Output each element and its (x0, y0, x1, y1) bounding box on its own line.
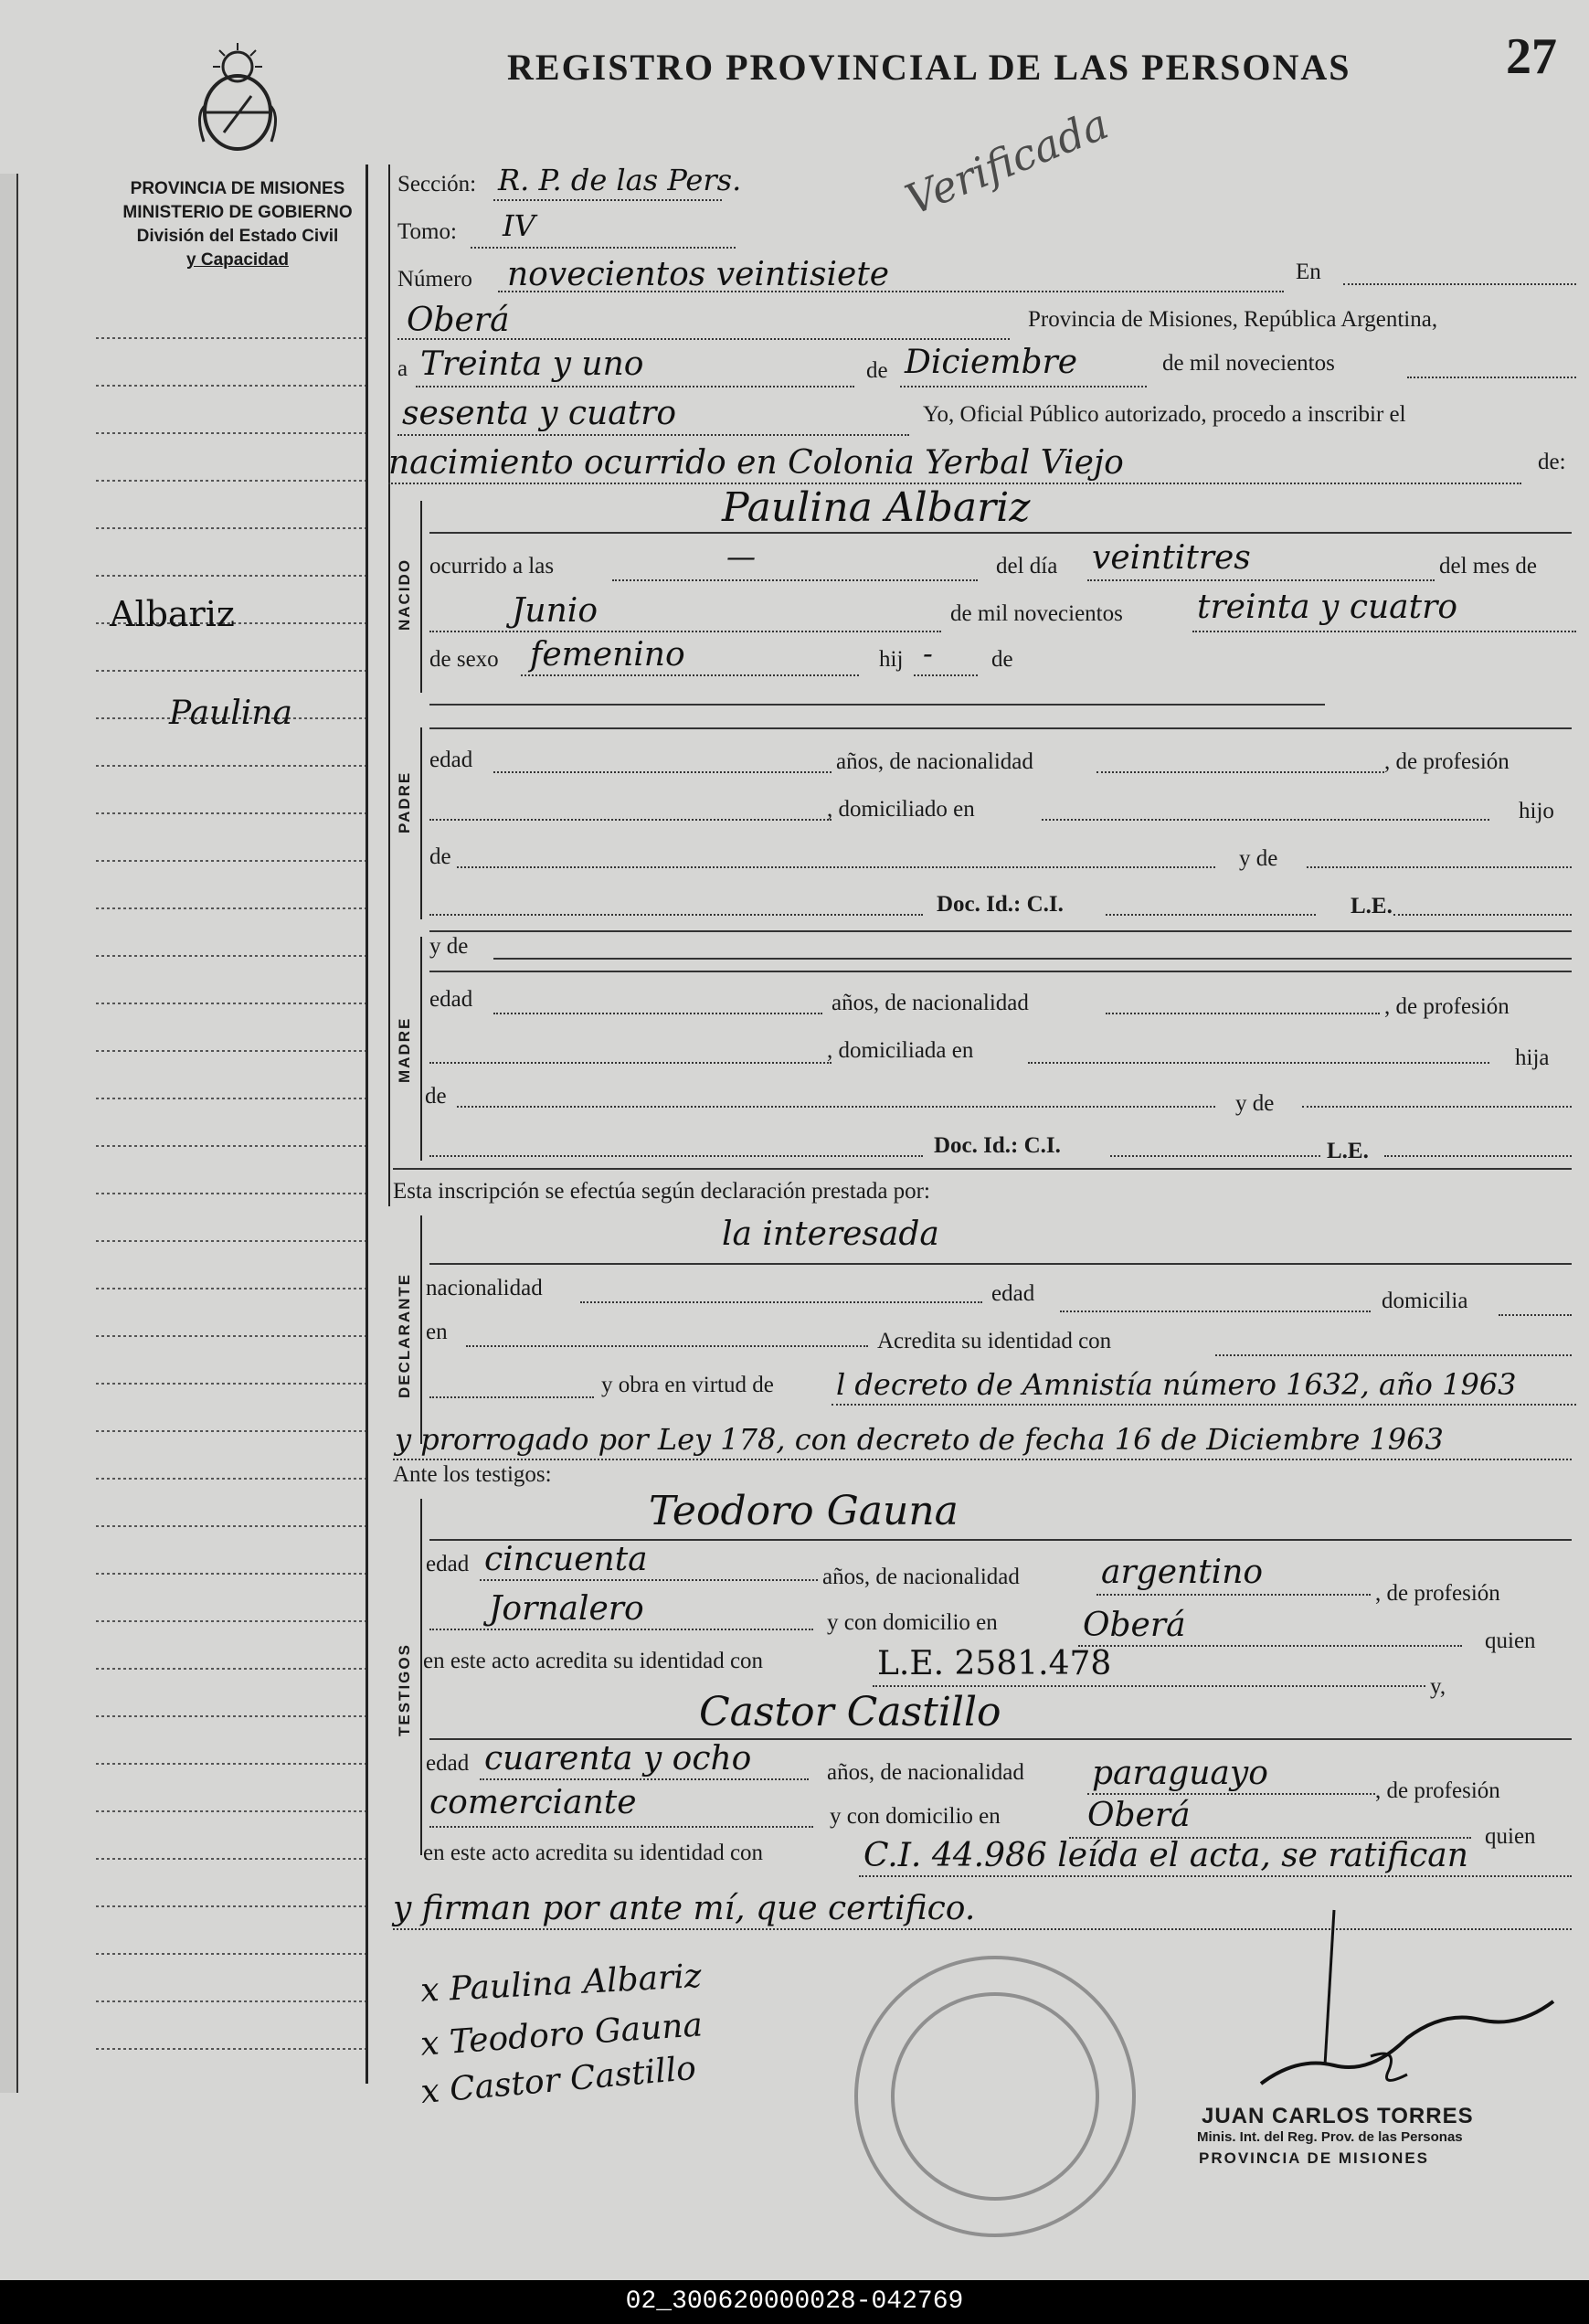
seccion-value: R. P. de las Pers. (498, 163, 742, 197)
page-number: 27 (1506, 28, 1557, 85)
madre-profesion-label: , de profesión (1384, 994, 1510, 1019)
testigo1-doc-dots (873, 1685, 1425, 1687)
ocurrido-label: ocurrido a las (429, 554, 555, 578)
officer-signature (1188, 1873, 1572, 2111)
del-dia-label: del día (996, 554, 1058, 578)
declarante-nac-dots (580, 1301, 982, 1303)
del-mes-label: del mes de (1439, 554, 1537, 578)
madre-domiciliada-label: , domiciliada en (827, 1038, 974, 1063)
madre-le-dots (1384, 1155, 1572, 1157)
margin-ruled-lines (96, 292, 370, 2084)
de-colon: de: (1538, 450, 1566, 474)
padre-de-dots (457, 866, 1215, 868)
numero-label: Número (397, 267, 472, 292)
padre-tag: PADRE (396, 770, 413, 833)
padre-doc-dots (429, 914, 923, 916)
testigos-intro: Ante los testigos: (393, 1462, 552, 1487)
madre-bottom-line (393, 1168, 1572, 1170)
sexo-value: femenino (530, 636, 685, 674)
margin-surname: Albariz (110, 594, 235, 634)
testigo2-nacionalidad: paraguayo (1092, 1755, 1268, 1792)
testigo1-profesion: Jornalero (489, 1590, 644, 1628)
padre-le-dots (1393, 914, 1572, 916)
madre-de-dots (457, 1106, 1215, 1108)
declarante-obra-value: l decreto de Amnistía número 1632, año 1963 (836, 1367, 1517, 1402)
madre-prof-dots (429, 1062, 832, 1064)
firma-3-mark: x (418, 2072, 441, 2112)
mes-value: Diciembre (905, 344, 1078, 381)
cierre-text: y firman por ante mí, que certifico. (393, 1890, 976, 1927)
numero-dots (498, 291, 1284, 292)
madre-y-de2-dots (1302, 1106, 1572, 1108)
declarante-intro: Esta inscripción se efectúa según declaración prestada por: (393, 1179, 930, 1204)
nacido-border (420, 501, 422, 693)
testigo2-nombre: Castor Castillo (699, 1689, 1001, 1735)
nacido-mes-dots (429, 631, 941, 632)
tomo-value: IV (503, 208, 535, 243)
testigo2-nac-dots (1087, 1793, 1375, 1795)
nacimiento-value: nacimiento ocurrido en Colonia Yerbal Viejo (388, 444, 1124, 482)
form-border (388, 164, 390, 1206)
testigo2-dom-label: y con domicilio en (830, 1804, 1001, 1829)
padre-y-de-label: y de (1239, 846, 1278, 871)
madre-anios-label: años, de nacionalidad (832, 991, 1029, 1015)
testigo1-edad-label: edad (426, 1552, 470, 1576)
testigo2-profesion-label: , de profesión (1375, 1778, 1500, 1803)
testigo2-acredita-label: en este acto acredita su identidad con (423, 1841, 764, 1865)
declarante-border (420, 1215, 422, 1444)
testigo2-domicilio: Oberá (1087, 1797, 1191, 1834)
de-mil-label: de mil novecientos (950, 601, 1123, 626)
testigo1-quien: quien (1485, 1629, 1536, 1653)
seccion-label: Sección: (397, 172, 477, 196)
declarante-obra-label: y obra en virtud de (601, 1373, 774, 1397)
padre-edad-dots (493, 771, 832, 773)
nacido-nombre: Paulina Albariz (722, 484, 1031, 531)
hora-value: — (726, 539, 756, 574)
declarante-en-label: en (426, 1320, 448, 1344)
oficial-text: Yo, Oficial Público autorizado, procedo a inscribir el (923, 402, 1406, 427)
testigo1-profesion-label: , de profesión (1375, 1581, 1500, 1606)
hora-dots (612, 579, 978, 581)
document-title: REGISTRO PROVINCIAL DE LAS PERSONAS (507, 47, 1351, 88)
padre-doc-label: Doc. Id.: C.I. (937, 892, 1064, 917)
testigo1-domicilio: Oberá (1083, 1607, 1186, 1644)
padre-border (420, 727, 422, 919)
mil-dots (1407, 377, 1576, 378)
declarante-tag: DECLARANTE (396, 1272, 413, 1398)
nacido-tag: NACIDO (396, 557, 413, 631)
padre-hijo-label: hijo (1519, 799, 1554, 823)
madre-hija-label: hija (1515, 1045, 1550, 1070)
mil-novecientos-text: de mil novecientos (1162, 351, 1335, 376)
declarante-acredita-label: Acredita su identidad con (877, 1329, 1112, 1353)
nacido-nombre-line (429, 532, 1572, 534)
tomo-label: Tomo: (397, 219, 457, 244)
nacido-line-2 (429, 727, 1572, 729)
padre-de-label: de (429, 844, 451, 869)
madre-edad-dots (493, 1013, 822, 1014)
footer-image-id: 02_300620000028-042769 (625, 2287, 964, 2316)
anio-dots (397, 434, 909, 436)
testigo1-prof-dots (429, 1629, 813, 1630)
padre-le-label: L.E. (1351, 894, 1393, 918)
madre-y-de-line (493, 958, 1572, 960)
en-label: En (1296, 260, 1321, 284)
firma-1 (419, 1958, 703, 2010)
declarante-dom-dots (1499, 1314, 1572, 1316)
previous-page-edge (0, 174, 18, 2093)
madre-y-de2-label: y de (1235, 1091, 1275, 1116)
firma-2-text: Teodoro Gauna (448, 2006, 704, 2062)
org-line-3: División del Estado Civil (136, 227, 339, 246)
testigo2-profesion: comerciante (429, 1784, 637, 1821)
margin-border (365, 164, 368, 2084)
declarante-edad-label: edad (991, 1281, 1035, 1306)
madre-edad-label: edad (429, 987, 473, 1012)
declarante-prorroga-value: y prorrogado por Ley 178, con decreto de fecha 16 de Diciembre 1963 (395, 1422, 1444, 1457)
madre-le-label: L.E. (1327, 1139, 1369, 1163)
lugar-dots (397, 338, 1010, 340)
sexo-label: de sexo (429, 647, 499, 672)
nacido-anio-value: treinta y cuatro (1197, 589, 1457, 626)
testigo1-nacionalidad: argentino (1101, 1554, 1264, 1591)
declarante-acredita-dots (1215, 1354, 1572, 1356)
nacido-anio-dots (1192, 631, 1576, 632)
testigo2-edad-label: edad (426, 1751, 470, 1776)
testigo2-prof-dots (429, 1826, 813, 1828)
declarante-nombre-line (429, 1263, 1572, 1265)
declarante-obra-dots (429, 1396, 594, 1398)
footer-bar (0, 2280, 1589, 2324)
padre-prof-dots (429, 819, 832, 821)
testigo2-anios-label: años, de nacionalidad (827, 1760, 1024, 1785)
testigo1-anios-label: años, de nacionalidad (822, 1565, 1020, 1589)
margin-given-name: Paulina (169, 695, 292, 732)
testigos-tag: TESTIGOS (396, 1643, 413, 1736)
padre-nac-dots (1096, 771, 1384, 773)
oficial-provincia: PROVINCIA DE MISIONES (1199, 2149, 1430, 2167)
a-label: a (397, 356, 408, 381)
tomo-dots (471, 247, 736, 249)
org-line-2: MINISTERIO DE GOBIERNO (122, 203, 353, 222)
hij-label: hij (879, 647, 904, 672)
dia-dots (416, 386, 854, 387)
testigo1-dom-dots (1078, 1645, 1462, 1647)
anio-value: sesenta y cuatro (402, 395, 677, 432)
padre-ci-dots (1106, 914, 1316, 916)
madre-y-de-label: y de (429, 934, 469, 959)
hij-dots (914, 674, 978, 676)
official-seal-inner (891, 1992, 1099, 2201)
testigo1-edad-dots (480, 1579, 818, 1581)
org-line-4: y Capacidad (186, 250, 289, 270)
nacido-dia-value: veintitres (1092, 539, 1251, 577)
declarante-obra-value-dots (832, 1404, 1576, 1406)
nacido-line-1 (429, 704, 1325, 706)
nacido-mes-value: Junio (512, 592, 598, 630)
de-label: de (866, 358, 888, 383)
coat-of-arms-icon (187, 41, 288, 151)
dia-value: Treinta y uno (420, 345, 644, 383)
declarante-edad-dots (1060, 1311, 1371, 1312)
oficial-cargo: Minis. Int. del Reg. Prov. de las Personas (1197, 2129, 1463, 2145)
madre-nac-dots (1106, 1013, 1380, 1014)
testigo2-edad-dots (480, 1778, 809, 1780)
firma-2-mark: x (418, 2024, 441, 2064)
provincia-text: Provincia de Misiones, República Argentina, (1028, 307, 1438, 332)
testigo2-quien: quien (1485, 1824, 1536, 1849)
en-dots (1343, 283, 1576, 285)
testigo1-dom-label: y con domicilio en (827, 1610, 998, 1635)
declarante-en-dots (466, 1345, 868, 1347)
madre-top-line (429, 971, 1572, 972)
padre-bottom-line (429, 930, 1572, 932)
madre-doc-dots (429, 1155, 923, 1157)
declarante-domicilia-label: domicilia (1382, 1289, 1468, 1313)
testigos-y-label: y, (1430, 1674, 1446, 1699)
testigo2-doc: C.I. 44.986 leída el acta, se ratifican (863, 1837, 1468, 1874)
nacido-dia-dots (1087, 579, 1435, 581)
madre-ci-dots (1110, 1155, 1320, 1157)
testigos-border (420, 1499, 422, 1855)
firma-3-text: Castor Castillo (448, 2049, 698, 2109)
madre-dom-dots (1028, 1062, 1489, 1064)
organization-block (91, 177, 384, 272)
declarante-nacionalidad-label: nacionalidad (426, 1276, 543, 1300)
padre-dom-dots (1042, 819, 1489, 821)
verification-stamp: Verificada (898, 99, 1116, 225)
oficial-nombre: JUAN CARLOS TORRES (1202, 2104, 1474, 2128)
testigo1-edad: cincuenta (484, 1541, 648, 1578)
firma-1-mark: x (419, 1971, 440, 2011)
testigo2-edad: cuarenta y ocho (484, 1740, 752, 1777)
padre-y-de-dots (1307, 866, 1572, 868)
numero-value: novecientos veintisiete (507, 256, 890, 293)
testigo1-acredita-label: en este acto acredita su identidad con (423, 1649, 764, 1673)
declarante-nombre: la interesada (722, 1215, 939, 1253)
padre-domiciliado-label: , domiciliado en (827, 797, 975, 822)
madre-doc-label: Doc. Id.: C.I. (934, 1133, 1061, 1158)
padre-profesion-label: , de profesión (1384, 749, 1510, 774)
padre-edad-label: edad (429, 748, 473, 772)
firma-1-text: Paulina Albariz (448, 1957, 703, 2009)
hij-value: - (923, 636, 933, 671)
testigo1-doc: L.E. 2581.478 (877, 1645, 1112, 1682)
madre-tag: MADRE (396, 1016, 413, 1083)
mes-dots (900, 386, 1147, 387)
madre-border (420, 937, 422, 1161)
org-line-1: PROVINCIA DE MISIONES (130, 179, 345, 198)
seccion-dots (493, 199, 722, 201)
lugar-value: Oberá (407, 302, 510, 339)
nacido-de-label: de (991, 647, 1013, 672)
declarante-prorroga-dots (393, 1459, 1572, 1460)
testigo1-nac-dots (1096, 1594, 1371, 1596)
testigo1-nombre: Teodoro Gauna (649, 1488, 959, 1534)
madre-de-label: de (425, 1084, 447, 1109)
sexo-dots (521, 674, 859, 676)
padre-anios-label: años, de nacionalidad (836, 749, 1033, 774)
